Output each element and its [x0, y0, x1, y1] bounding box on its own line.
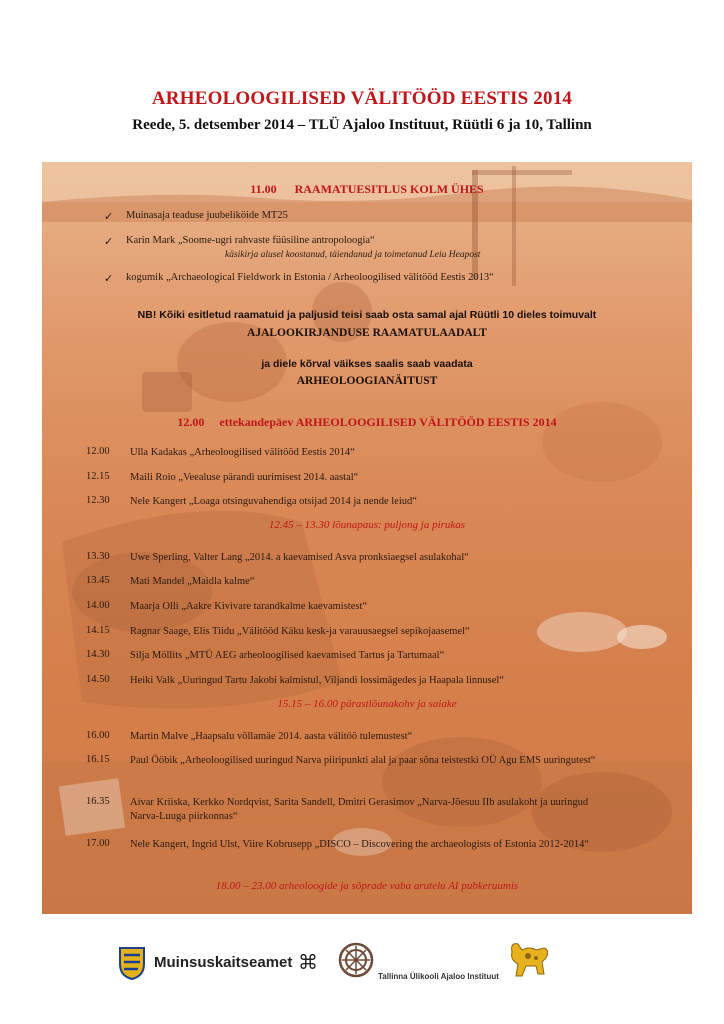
program-poster	[42, 162, 692, 914]
animal-figure-icon	[506, 938, 552, 982]
talk-title: Nele Kangert „Loaga otsinguvahendiga otsijad 2014 ja nende leiud“	[130, 496, 417, 507]
talk-time: 14.50	[86, 674, 110, 685]
book-title: Karin Mark „Soome-ugri rahvaste füüsiline antropoloogia“	[126, 235, 375, 246]
checkmark-icon: ✓	[104, 211, 114, 223]
notice-line: NB! Kõiki esitletud raamatuid ja paljusid teisi saab osta samal ajal Rüütli 10 dieles toimuvalt	[137, 309, 597, 321]
checkmark-icon: ✓	[104, 236, 114, 248]
talk-time: 14.15	[86, 625, 110, 636]
talk-title: Maarja Olli „Aakre Kivivare tarandkalme kaevamistest“	[130, 601, 368, 612]
talk-title: Martin Malve „Haapsalu võllamäe 2014. aasta välitöö tulemustest“	[130, 731, 413, 742]
notice-fair: AJALOOKIRJANDUSE RAAMATULAADALT	[247, 327, 487, 339]
section-title: RAAMATUESITLUS KOLM ÜHES	[294, 182, 484, 196]
notice-exhibition: ARHEOLOOGIANÄITUST	[296, 375, 438, 387]
section-title: ARHEOLOOGILISED VÄLITÖÖD EESTIS 2014	[295, 415, 557, 429]
talk-time: 16.15	[86, 754, 110, 765]
tlu-emblem-icon	[338, 942, 374, 978]
talk-time: 12.15	[86, 471, 110, 482]
talk-title: Silja Möllits „MTÜ AEG arheoloogilised kaevamised Tartus ja Tartumaal“	[130, 650, 445, 661]
talk-time: 14.00	[86, 600, 110, 611]
talk-title: Nele Kangert, Ingrid Ulst, Viire Kobrusepp „DISCO – Discovering the archaeologists of Estonia 2012-2014“	[130, 839, 590, 850]
section-book-presentation-heading	[42, 182, 692, 197]
evening-gathering: 18.00 – 23.00 arheoloogide ja sõprade vaba arutelu AI pubkeruumis	[215, 880, 519, 892]
talk-title: Aivar Kriiska, Kerkko Nordqvist, Sarita Sandell, Dmitri Gerasimov „Narva-Jõesuu IIb asulakoht ja uuringud Narva-Luuga piirkonnas“	[130, 797, 589, 822]
talk-time: 12.30	[86, 495, 110, 506]
talk-title: Ragnar Saage, Elis Tiidu „Välitööd Käku kesk-ja varauusaegsel sepikojaasemel“	[130, 626, 470, 637]
knot-symbol-icon: ⌘	[298, 952, 318, 974]
notice-line: ja diele kõrval väikses saalis saab vaadata	[261, 358, 473, 370]
sponsor-logos	[0, 930, 724, 1010]
checkmark-icon: ✓	[104, 273, 114, 285]
section-time: 11.00	[250, 182, 277, 196]
talk-time: 13.30	[86, 551, 110, 562]
talk-title: Ulla Kadakas „Arheoloogilised välitööd Eestis 2014“	[130, 447, 355, 458]
talk-time: 16.35	[86, 796, 110, 807]
talk-title: Heiki Valk „Uuringud Tartu Jakobi kalmistul, Viljandi lossimägedes ja Haapala linnusel“	[130, 675, 504, 686]
poster-title: ARHEOLOOGILISED VÄLITÖÖD EESTIS 2014	[151, 88, 573, 109]
talk-time: 13.45	[86, 575, 110, 586]
event-subtitle: Reede, 5. detsember 2014 – TLÜ Ajaloo Instituut, Rüütli 6 ja 10, Tallinn	[132, 117, 592, 133]
talk-title: Maili Roio „Veealuse pärandi uurimisest 2014. aastal“	[130, 472, 359, 483]
muinsuskaitseamet-logo-text: Muinsuskaitseamet	[154, 954, 293, 971]
talk-title: Paul Ööbik „Arheoloogilised uuringud Narva piiripunkti alal ja paar sõna teistestki OÜ Agu EMS uuringutest“	[130, 755, 596, 766]
talk-title: Uwe Sperling, Valter Lang „2014. a kaevamised Asva pronksiaegsel asulakohal“	[130, 552, 469, 563]
section-title-prefix: ettekandepäev	[219, 415, 294, 429]
coffee-break: 15.15 – 16.00 pärastlõunakohv ja saiake	[277, 698, 457, 710]
talk-time: 14.30	[86, 649, 110, 660]
book-title: kogumik „Archaeological Fieldwork in Estonia / Arheoloogilised välitööd Eestis 2013“	[126, 272, 494, 283]
talk-time: 17.00	[86, 838, 110, 849]
section-time: 12.00	[177, 415, 205, 429]
talk-title: Mati Mandel „Maidla kalme“	[130, 576, 255, 587]
section-talks-heading	[42, 415, 692, 430]
talk-time: 12.00	[86, 446, 110, 457]
coat-of-arms-icon	[118, 946, 146, 980]
lunch-break: 12.45 – 13.30 lõunapaus: puljong ja pirukas	[268, 519, 466, 531]
book-title: Muinasaja teaduse juubeliköide MT25	[126, 210, 288, 221]
talk-time: 16.00	[86, 730, 110, 741]
book-editor-note: käsikirja alusel koostanud, täiendanud ja toimetanud Leiu Heapost	[225, 250, 481, 260]
tlu-logo-text: Tallinna Ülikooli Ajaloo Instituut	[378, 972, 499, 981]
